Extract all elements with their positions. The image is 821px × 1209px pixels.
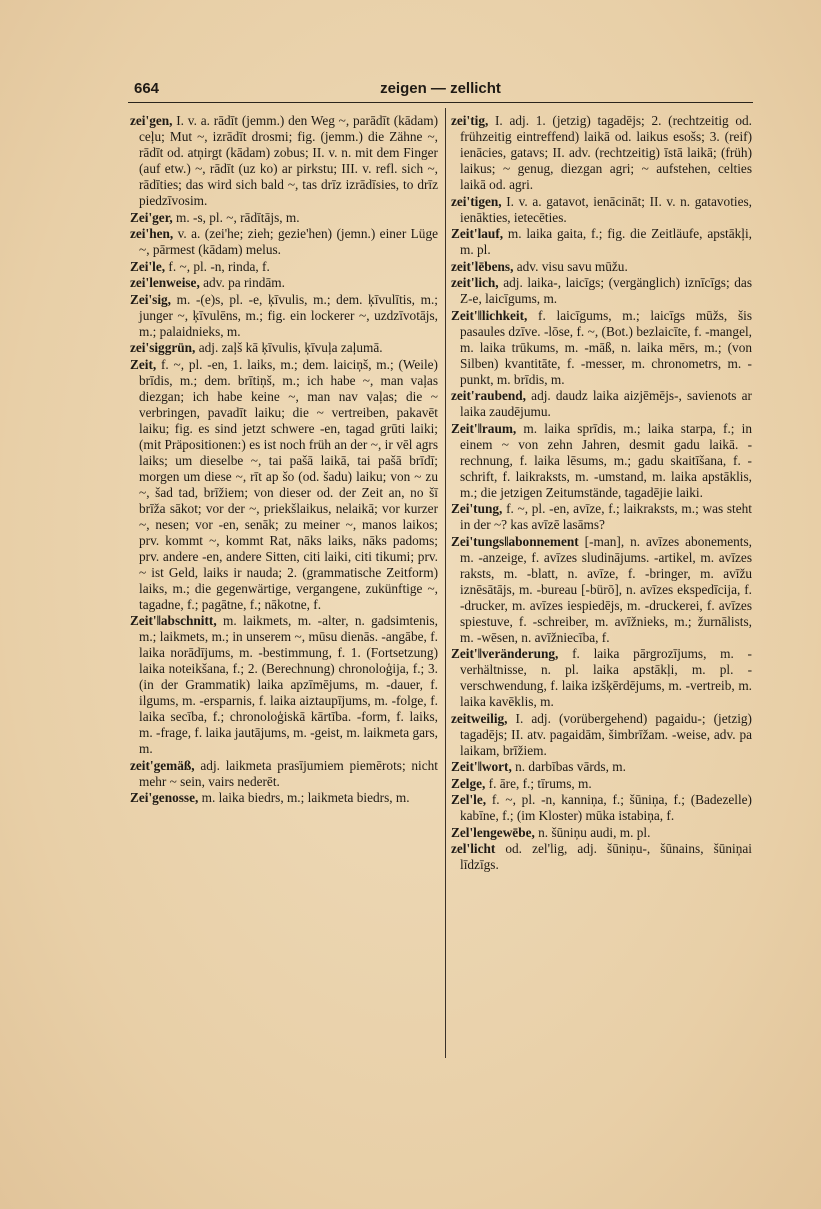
- right-column: [451, 113, 752, 874]
- entry-definition: adj. laikmeta prasījumiem piemērots; nicht mehr ~ sein, vairs nederēt.: [139, 757, 438, 789]
- entry-definition: I. adj. 1. (jetzig) tagadējs; 2. (rechtzeitig od. frühzeitig eintreffend) laikā od. laikus esošs; 3. (reif) ienācies, gatavs; II. adv. (rechtzeitig) īstā laikā; (früh) laikus; ~ genug, diezgan agri; ~ aufstehen, celties laikā od. agri.: [460, 113, 752, 192]
- dictionary-entry: [451, 501, 752, 533]
- entry-headword: Zeit'‖raum,: [451, 420, 517, 436]
- entry-definition: I. v. a. gatavot, ienācināt; II. v. n. gatavoties, ienākties, ietecēties.: [460, 193, 752, 225]
- dictionary-entry: [451, 792, 752, 824]
- entry-definition: m. laikmets, m. -alter, n. gadsimtenis, m.; laikmets, m.; in unserem ~, mūsu dienās. -angābe, f. laika norādījums, m. -bestimmung, f. 1. (Fortsetzung) laika noteikšana, f.; 2. (Berechnung) chronoloģija, f.; 3. (in der Grammatik) laika apzīmējums, m. -dauer, f. ilgums, m. -ersparnis, f. laika aiztaupījums, m. -folge, f. laika secība, f.; chronoloģiskā kārtība. -form, f. laiks, m. -frage, f. laika jautājums, m. -geist, m. laikmeta gars, m.: [139, 613, 438, 756]
- entry-headword: zel'licht: [451, 841, 496, 856]
- page-number: 664: [134, 80, 160, 97]
- entry-definition: m. laika gaita, f.; fig. die Zeitläufe, apstākļi, m. pl.: [460, 226, 752, 257]
- entry-headword: Zeit,: [130, 356, 157, 372]
- entry-definition: f. āre, f.; tīrums, m.: [485, 775, 592, 791]
- header-rule: [128, 102, 753, 103]
- dictionary-entry: [451, 841, 752, 873]
- entry-definition: f. laicīgums, m.; laicīgs mūžs, šis pasaules dzīve. -lōse, f. ~, (Bot.) bezlaicīte, f. -mangel, m. laika trūkums, m. -māß, n. laika mērs, m.; (von Silben) kvantitāte, f. -messer, m. chronometrs, m. -punkt, m. brīdis, m.: [460, 307, 752, 387]
- dictionary-entry: [130, 357, 438, 613]
- entry-definition: adj. daudz laika aizjēmējs-, savienots ar laika zaudējumu.: [460, 388, 752, 419]
- dictionary-entry: [451, 113, 752, 193]
- dictionary-entry: [451, 759, 752, 775]
- entry-headword: zeitweilig,: [451, 710, 508, 726]
- dictionary-entry: [130, 226, 438, 258]
- entry-definition: adj. laika-, laicīgs; (vergänglich) iznīcīgs; das Z-e, laicīgums, m.: [460, 275, 752, 306]
- entry-headword: Zel'le,: [451, 792, 487, 807]
- entry-definition: I. adj. (vorübergehend) pagaidu-; (jetzig) tagadējs; II. atv. pagaidām, šimbrīžam. -weise, adv. pa laikam, brīžiem.: [460, 710, 752, 758]
- column-divider: [445, 108, 446, 1058]
- entry-headword: zei'gen,: [130, 113, 173, 128]
- running-head: zeigen — zellicht: [380, 80, 501, 97]
- entry-definition: m. -(e)s, pl. -e, ķīvulis, m.; dem. ķīvulītis, m.; junger ~, ķīvulēns, m.; fig. ein lockerer ~, uzdzīvotājs, m.; palaidnieks, m.: [139, 291, 438, 339]
- entry-headword: Zeit'lauf,: [451, 226, 504, 241]
- entry-definition: m. -s, pl. ~, rādītājs, m.: [172, 209, 300, 225]
- dictionary-entry: [451, 825, 752, 841]
- entry-definition: m. laika sprīdis, m.; laika starpa, f.; in einem ~ von zehn Jahren, desmit gadu laikā. -rechnung, f. laika lēsums, m.; gadu skaitīšana, f. -schrift, f. laikraksts, m. -umstand, m. laika apstāklis, m.; die jetzigen Zeitumstände, tagadējie laiki.: [460, 420, 752, 500]
- dictionary-entry: [130, 210, 438, 226]
- dictionary-entry: [451, 711, 752, 759]
- entry-headword: Zeit'‖wort,: [451, 759, 512, 774]
- entry-headword: zeit'lēbens,: [451, 258, 514, 274]
- entry-definition: f. laika pārgrozījums, m. -verhältnisse, n. pl. laika apstākļi, m. pl. -verschwendung, f. laika izšķērdējums, m. -vertreib, m. laika kavēklis, m.: [460, 646, 752, 709]
- dictionary-entry: [451, 259, 752, 275]
- entry-definition: [-man], n. avīzes abonements, m. -anzeige, f. avīzes sludinājums. -artikel, m. avīzes raksts, m. -blatt, n. avīze, f. -bringer, m. avīžu iznēsātājs, m. -bureau [-bürō], n. avīzes ekspedīcija, f. -drucker, m. avīzes iespiedējs, m. -druckerei, f. avīzes spiestuve, f. -schreiber, m. avīžnieks, m.; žurnālists, m. -wēsen, n. avīžniecība, f.: [460, 533, 752, 645]
- entry-definition: od. zel'lig, adj. šūniņu-, šūnains, šūniņai līdzīgs.: [460, 841, 752, 872]
- dictionary-entry: [130, 292, 438, 340]
- entry-definition: adv. visu savu mūžu.: [513, 258, 628, 274]
- entry-headword: Zei'tungs‖abonnement: [451, 533, 579, 549]
- entry-headword: Zei'sig,: [130, 291, 172, 307]
- entry-definition: v. a. (zei'he; zieh; gezie'hen) (jemn.) einer Lüge ~, pārmest (kādam) melus.: [139, 226, 438, 257]
- left-column: [130, 113, 438, 807]
- entry-headword: zei'hen,: [130, 226, 174, 241]
- dictionary-entry: [130, 758, 438, 790]
- entry-headword: Zei'le,: [130, 258, 166, 274]
- dictionary-entry: [130, 275, 438, 291]
- dictionary-entry: [451, 275, 752, 307]
- entry-definition: n. šūniņu audi, m. pl.: [534, 824, 651, 840]
- dictionary-entry: [130, 113, 438, 209]
- entry-definition: I. v. a. rādīt (jemm.) den Weg ~, parādīt (kādam) ceļu; Mut ~, izrādīt drosmi; fig. (jemm.) die Zähne ~, rādīt od. atņirgt (kādam) zobus; II. v. n. mit dem Finger (auf etw.) ~, rādīt (uz ko) ar pirkstu; III. v. refl. sich ~, rādīties; das wird sich bald ~, tas drīz izrādīsies, to drīz piedzīvosim.: [139, 113, 438, 208]
- entry-headword: Zeit'‖veränderung,: [451, 646, 559, 661]
- dictionary-entry: [451, 646, 752, 710]
- entry-headword: zei'siggrün,: [130, 340, 196, 355]
- dictionary-entry: [130, 340, 438, 356]
- entry-headword: Zeit'‖lichkeit,: [451, 307, 528, 323]
- entry-headword: Zei'ger,: [130, 209, 173, 225]
- entry-headword: Zei'genosse,: [130, 790, 199, 805]
- entry-headword: zeit'gemäß,: [130, 757, 195, 773]
- entry-definition: f. ~, pl. -en, 1. laiks, m.; dem. laiciņš, m.; (Weile) brīdis, m.; dem. brītiņš, m.; ich habe ~, man vaļas diezgan; ich habe keine ~, man nav vaļas; die ~ verbringen, pavadīt laiku; die ~ vertreiben, pakavēt laiku; fig. es sind jetzt schwere -en, tagad grūti laiki; (mit Präpositionen:) es ist noch früh an der ~, ir vēl agrs laiks; um dieselbe ~, tai pašā laikā, tai pašā brīdī; morgen um diese ~, rīt ap šo (od. šadu) laiku; von ~ zu ~, šad tad, brīžiem; von dieser od. der Zeit an, no šī brīža sākot; vor der ~, priekšlaikus, nelaikā; vor kurzer ~, nesen; vor -en, senāk; zu meiner ~, manos laikos; prv. kommt ~, kommt Rat, nāks laiks, nāks padoms; prv. andere -en, andere Sitten, citi laiki, citi tikumi; prv. ~ ist Geld, laiks ir nauda; 2. (grammatische Zeitform) laiks, m.; die gegenwärtige, vergangene, zukünftige ~, tagadne, f.; pagātne, f.; nākotne, f.: [139, 356, 438, 612]
- entry-headword: zeit'raubend,: [451, 388, 526, 403]
- entry-headword: zei'tigen,: [451, 193, 502, 209]
- dictionary-entry: [451, 534, 752, 646]
- entry-headword: Zei'tung,: [451, 501, 503, 516]
- entry-definition: f. ~, pl. -en, avīze, f.; laikraksts, m.; was steht in der ~? kas avīzē lasāms?: [460, 501, 752, 532]
- entry-definition: f. ~, pl. -n, rinda, f.: [165, 258, 270, 274]
- dictionary-entry: [451, 226, 752, 258]
- entry-definition: m. laika biedrs, m.; laikmeta biedrs, m.: [198, 790, 410, 805]
- entry-headword: Zelge,: [451, 775, 486, 791]
- dictionary-entry: [451, 194, 752, 226]
- dictionary-entry: [451, 388, 752, 420]
- entry-headword: zei'lenweise,: [130, 275, 200, 290]
- dictionary-entry: [451, 776, 752, 792]
- page-header: [128, 78, 753, 102]
- dictionary-entry: [130, 613, 438, 757]
- entry-definition: adv. pa rindām.: [199, 275, 285, 290]
- entry-headword: zeit'lich,: [451, 275, 499, 290]
- entry-definition: adj. zaļš kā ķīvulis, ķīvuļa zaļumā.: [195, 340, 383, 355]
- entry-headword: Zeit'‖abschnitt,: [130, 613, 217, 628]
- dictionary-entry: [451, 421, 752, 501]
- dictionary-entry: [130, 259, 438, 275]
- entry-definition: n. darbības vārds, m.: [511, 759, 626, 774]
- dictionary-entry: [451, 308, 752, 388]
- dictionary-entry: [130, 790, 438, 806]
- entry-headword: zei'tig,: [451, 113, 489, 128]
- entry-headword: Zel'lengewēbe,: [451, 824, 535, 840]
- entry-definition: f. ~, pl. -n, kanniņa, f.; šūniņa, f.; (Badezelle) kabīne, f.; (im Kloster) mūka istabiņa, f.: [460, 792, 752, 823]
